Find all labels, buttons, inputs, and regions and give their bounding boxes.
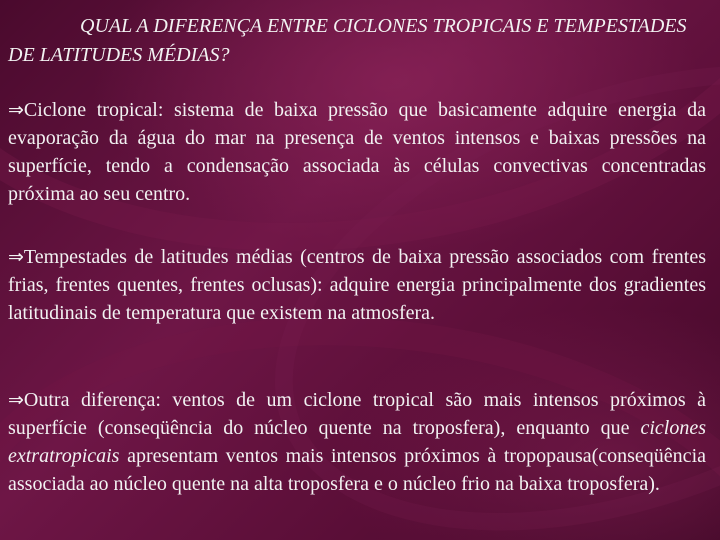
implies-arrow-icon: ⇒ — [8, 99, 24, 121]
slide-title: QUAL A DIFERENÇA ENTRE CICLONES TROPICAIS E TEMPESTADES DE LATITUDES MÉDIAS? — [8, 15, 687, 66]
bullet-other-difference — [8, 386, 706, 498]
bullet-text: Tempestades de latitudes médias (centros de baixa pressão associados com frentes frias, frentes quentes, frentes oclusas): adquire energia principalmente dos gradientes latitudinais de temperatura que existem na atmosfera. — [8, 246, 706, 324]
bullet-text: Ciclone tropical: sistema de baixa pressão que basicamente adquire energia da evaporação da água do mar na presença de ventos intensos e baixas pressões na superfície, tendo a condensação associada às células convectivas concentradas próxima ao seu centro. — [8, 99, 706, 205]
bullet-text-start: Outra diferença: ventos de um ciclone tropical são mais intensos próximos à superfície (conseqüência do núcleo quente na troposfera), enquanto que — [8, 389, 706, 439]
implies-arrow-icon: ⇒ — [8, 246, 24, 268]
implies-arrow-icon: ⇒ — [8, 389, 24, 411]
bullet-text-italic: ciclones extratropicais — [8, 417, 706, 467]
bullet-midlatitude-storms — [8, 243, 706, 327]
bullet-text-end: apresentam ventos mais intensos próximos à tropopausa(conseqüência associada ao núcleo quente na alta troposfera e o núcleo frio na baixa troposfera). — [8, 445, 706, 495]
bullet-tropical-cyclone — [8, 96, 706, 208]
